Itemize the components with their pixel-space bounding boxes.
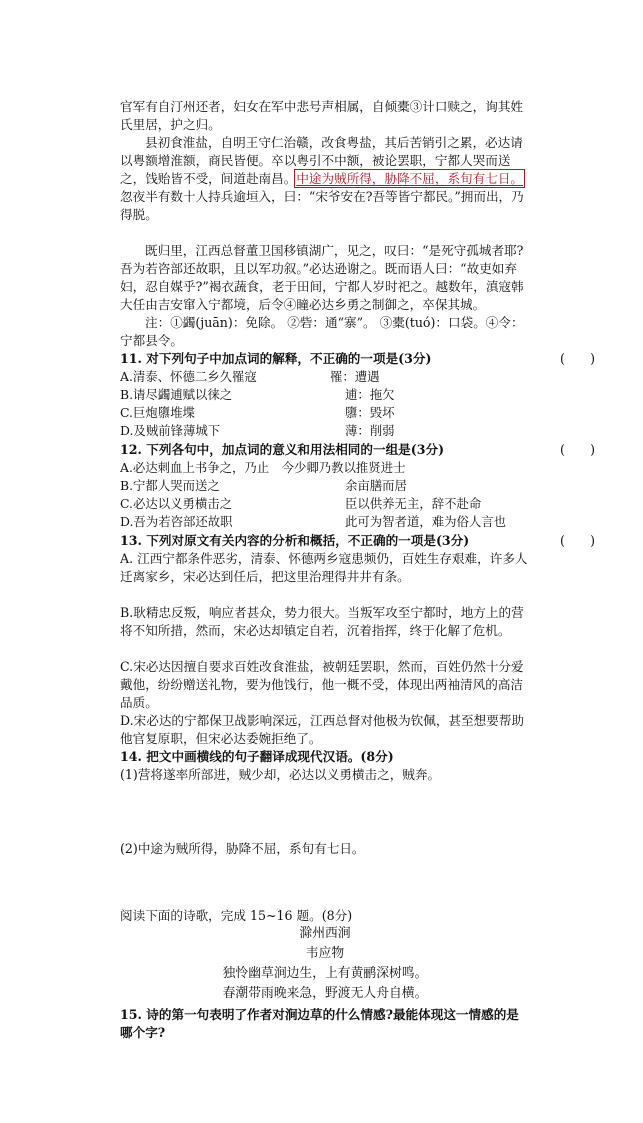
question-11-option-b: B.请尽蠲逋赋以徕之 (120, 387, 233, 402)
question-13-option-a: A. 江西宁都条件恶劣，清泰、怀德两乡寇患频仍，百姓生存艰难，许多人迁离家乡，宋必达到任后，把这里治理得井井有条。 (120, 551, 528, 584)
question-11-option-c: C.巨炮隳堆堞 (120, 405, 195, 420)
question-14-stem: 14. 把文中画横线的句子翻译成现代汉语。(8分) (120, 749, 394, 764)
question-12-pair-d: 此可为智者道，难为俗人言也 (345, 514, 507, 529)
question-11-gloss-b: 逋：拖欠 (345, 387, 395, 402)
question-15-stem: 15. 诗的第一句表明了作者对涧边草的什么情感?最能体现这一情感的是哪个字? (120, 1007, 519, 1040)
passage-paragraph-1-after: 忽夜半有数十人持兵逾垣入，曰：“宋爷安在?吾等皆宁都民。”拥而出，乃得脱。 (120, 189, 524, 222)
poem-author: 韦应物 (305, 946, 345, 961)
question-13-option-b: B.耿精忠反叛，响应者甚众，势力很大。当叛军攻至宁都时，地方上的营将不知所措，然而，宋必达却镇定自若，沉着指挥，终于化解了危机。 (120, 605, 524, 638)
question-12-answer-paren[interactable]: ( ) (560, 442, 596, 457)
question-14-sentence-2: (2)中途为贼所得，胁降不屈，系旬有七日。 (120, 841, 365, 856)
question-11-gloss-a: 罹：遭遇 (330, 369, 380, 384)
poem-intro: 阅读下面的诗歌，完成 15~16 题。(8分) (120, 908, 353, 923)
passage-notes: 注：①蠲(juān)：免除。 ②砦：通“寨”。 ③橐(tuó)：口袋。④令：宁都县令。 (120, 315, 524, 348)
passage-paragraph-2: 既归里，江西总督董卫国移镇湖广，见之，叹曰：“是死守孤城者耶?吾为若咨部还故职，且以军功叙。”必达逊谢之。既而语人曰：“故吏如弃妇，忍自媒乎?”褐衣蔬食，老于田间，宁都人岁时祀之。越数年，滇寇韩大任由吉安窜入宁都境，后令④瞳必达乡勇之制御之，卒保其城。 (120, 243, 524, 312)
passage-paragraph-1-before: 县初食淮盐，自明王守仁治赣，改食粤盐，其后苦销引之累，必达请以粤额增淮额，商民皆便。卒以粤引不中额，被论罢职，宁都人哭而送之，饯贻皆不受，间道赴南昌。 (120, 135, 523, 186)
poem-title: 滁州西涧 (299, 926, 351, 941)
passage-paragraph-1 (120, 134, 530, 224)
question-12-pair-b: 余亩膳而居 (345, 478, 407, 493)
question-11-option-a: A.清泰、怀德二乡久罹寇 (120, 369, 257, 384)
question-13-stem: 13. 下列对原文有关内容的分析和概括，不正确的一项是(3分) (120, 533, 470, 548)
question-12-option-a: A.必达刺血上书争之，乃止 今少卿乃教以推贤进士 (120, 460, 406, 475)
question-11-stem: 11. 对下列句子中加点词的解释，不正确的一项是(3分) (120, 351, 432, 366)
question-12-stem: 12. 下列各句中，加点词的意义和用法相同的一组是(3分) (120, 442, 445, 457)
poem-line-1: 独怜幽草涧边生，上有黄鹂深树鸣。 (222, 966, 428, 981)
question-12-option-b: B.宁都人哭而送之 (120, 478, 220, 493)
underlined-sentence: 中途为贼所得，胁降不屈，系旬有七日。 (296, 171, 523, 186)
question-13-option-c: C.宋必达因擅自要求百姓改食淮盐，被朝廷罢职，然而，百姓仍然十分爱戴他，纷纷赠送礼物，要为他饯行，他一概不受，体现出两袖清风的高洁品质。 (120, 659, 524, 710)
question-11-answer-paren[interactable]: ( ) (560, 351, 596, 366)
passage-paragraph-0: 官军有自汀州还者，妇女在军中悲号声相属，自倾橐③计口赎之，询其姓氏里居，护之归。 (120, 99, 523, 132)
question-11-option-d: D.及贼前锋薄城下 (120, 423, 221, 438)
question-14-sentence-1: (1)营将遂率所部进，贼少却，必达以义勇横击之，贼奔。 (120, 767, 441, 782)
question-11-gloss-d: 薄：削弱 (345, 423, 395, 438)
question-12-option-d: D.吾为若咨部还故职 (120, 514, 233, 529)
question-13-answer-paren[interactable]: ( ) (560, 533, 596, 548)
question-13-option-d: D.宋必达的宁都保卫战影响深远，江西总督对他极为钦佩，甚至想要帮助他官复原职，但宋必达委婉拒绝了。 (120, 713, 525, 746)
question-12-option-c: C.必达以义勇横击之 (120, 496, 233, 511)
question-12-pair-c: 臣以供养无主，辞不赴命 (345, 496, 482, 511)
poem-line-2: 春潮带雨晚来急，野渡无人舟自横。 (222, 986, 428, 1001)
question-11-gloss-c: 隳：毁坏 (345, 405, 395, 420)
